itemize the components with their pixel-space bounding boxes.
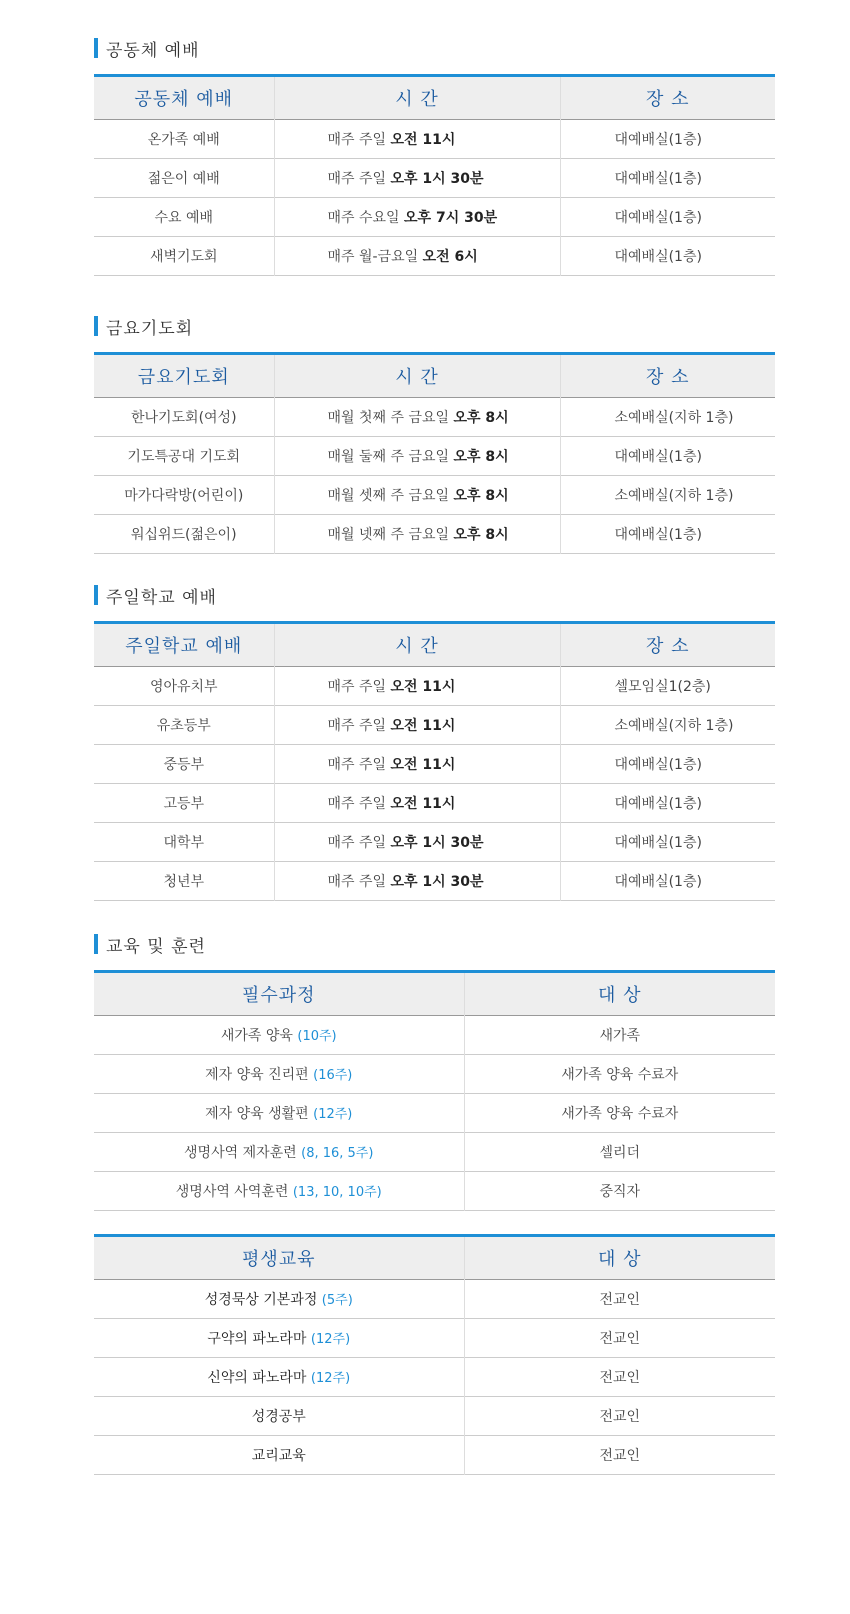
service-name: 새벽기도회 bbox=[149, 249, 218, 265]
section-title: 주일학교 예배 bbox=[106, 587, 217, 608]
time-prefix: 매주 주일 bbox=[327, 796, 391, 812]
time-prefix: 매주 주일 bbox=[327, 835, 391, 851]
course-duration: (12주) bbox=[310, 1332, 351, 1347]
time-prefix: 매주 주일 bbox=[327, 874, 391, 890]
table-row bbox=[94, 784, 775, 823]
time-value: 오전 11시 bbox=[390, 796, 456, 812]
time-value: 오전 11시 bbox=[390, 679, 456, 695]
course-target: 전교인 bbox=[464, 1397, 775, 1436]
service-time bbox=[274, 120, 560, 159]
course-title: 제자 양육 진리편 bbox=[205, 1067, 314, 1083]
course-name bbox=[94, 1016, 464, 1055]
course-duration: (16주) bbox=[313, 1068, 353, 1083]
time-value: 오전 11시 bbox=[390, 718, 456, 734]
table-row bbox=[94, 237, 775, 276]
service-name: 젊은이 예배 bbox=[147, 171, 220, 187]
heading-accent-bar bbox=[94, 585, 98, 605]
table-row bbox=[94, 823, 775, 862]
column-header: 평생교육 bbox=[241, 1249, 316, 1270]
time-prefix: 매주 주일 bbox=[327, 132, 391, 148]
table-row bbox=[94, 1055, 775, 1094]
service-name: 중등부 bbox=[163, 757, 205, 773]
time-prefix: 매주 주일 bbox=[327, 718, 391, 734]
table-row bbox=[94, 1094, 775, 1133]
section-heading-education bbox=[94, 933, 206, 955]
service-time bbox=[274, 476, 560, 515]
required-courses-table bbox=[94, 970, 775, 1211]
course-duration: (8, 16, 5주) bbox=[301, 1146, 374, 1161]
course-duration: (12주) bbox=[310, 1371, 351, 1386]
course-name bbox=[94, 1172, 464, 1211]
service-name: 청년부 bbox=[163, 874, 205, 890]
service-time bbox=[274, 398, 560, 437]
course-name bbox=[94, 1280, 464, 1319]
time-prefix: 매주 주일 bbox=[327, 171, 391, 187]
friday-prayer-table bbox=[94, 352, 775, 554]
time-value: 오후 1시 30분 bbox=[390, 835, 484, 851]
service-time bbox=[274, 706, 560, 745]
course-duration: (5주) bbox=[321, 1293, 353, 1308]
section-heading-community-worship bbox=[94, 37, 200, 59]
column-header: 금요기도회 bbox=[137, 367, 230, 388]
community-worship-table bbox=[94, 74, 775, 276]
service-name: 고등부 bbox=[163, 796, 205, 812]
course-title: 제자 양육 생활편 bbox=[205, 1106, 314, 1122]
section-title: 공동체 예배 bbox=[106, 40, 200, 61]
service-place: 셀모임실1(2층) bbox=[560, 667, 775, 706]
course-duration: (12주) bbox=[313, 1107, 353, 1122]
column-header: 대 상 bbox=[464, 972, 775, 1016]
course-duration: (10주) bbox=[297, 1029, 337, 1044]
service-time bbox=[274, 667, 560, 706]
table-row bbox=[94, 476, 775, 515]
column-header: 대 상 bbox=[464, 1236, 775, 1280]
time-prefix: 매월 넷째 주 금요일 bbox=[327, 527, 454, 543]
column-header: 장 소 bbox=[560, 354, 775, 398]
service-place: 대예배실(1층) bbox=[560, 237, 775, 276]
heading-accent-bar bbox=[94, 316, 98, 336]
lifelong-education-table bbox=[94, 1234, 775, 1475]
column-header: 시 간 bbox=[274, 623, 560, 667]
service-place: 소예배실(지하 1층) bbox=[560, 476, 775, 515]
column-header: 필수과정 bbox=[241, 985, 316, 1006]
service-name: 마가다락방(어린이) bbox=[124, 488, 244, 504]
course-title: 성경묵상 기본과정 bbox=[204, 1292, 322, 1308]
course-target: 전교인 bbox=[464, 1319, 775, 1358]
table-header-row bbox=[94, 76, 775, 120]
service-name: 기도특공대 기도회 bbox=[127, 449, 241, 465]
service-place: 소예배실(지하 1층) bbox=[560, 398, 775, 437]
time-value: 오후 8시 bbox=[453, 410, 509, 426]
column-header: 공동체 예배 bbox=[134, 89, 234, 110]
course-duration: (13, 10, 10주) bbox=[292, 1185, 382, 1200]
course-target: 새가족 양육 수료자 bbox=[464, 1055, 775, 1094]
course-name bbox=[94, 1319, 464, 1358]
service-place: 소예배실(지하 1층) bbox=[560, 706, 775, 745]
table-row bbox=[94, 1436, 775, 1475]
course-target: 전교인 bbox=[464, 1358, 775, 1397]
service-place: 대예배실(1층) bbox=[560, 120, 775, 159]
course-title: 생명사역 제자훈련 bbox=[184, 1145, 302, 1161]
table-row bbox=[94, 1133, 775, 1172]
time-prefix: 매주 월-금요일 bbox=[327, 249, 423, 265]
heading-accent-bar bbox=[94, 934, 98, 954]
service-time bbox=[274, 862, 560, 901]
table-row bbox=[94, 120, 775, 159]
service-name: 대학부 bbox=[163, 835, 205, 851]
course-title: 생명사역 사역훈련 bbox=[175, 1184, 293, 1200]
course-name bbox=[94, 1397, 464, 1436]
course-title: 신약의 파노라마 bbox=[207, 1370, 311, 1386]
service-time bbox=[274, 159, 560, 198]
course-target: 셀리더 bbox=[464, 1133, 775, 1172]
service-place: 대예배실(1층) bbox=[560, 784, 775, 823]
course-target: 전교인 bbox=[464, 1436, 775, 1475]
course-name bbox=[94, 1133, 464, 1172]
time-prefix: 매월 첫째 주 금요일 bbox=[327, 410, 454, 426]
course-title: 새가족 양육 bbox=[220, 1028, 298, 1044]
course-title: 성경공부 bbox=[251, 1409, 306, 1425]
service-name: 유초등부 bbox=[156, 718, 211, 734]
sunday-school-table bbox=[94, 621, 775, 901]
service-time bbox=[274, 745, 560, 784]
service-place: 대예배실(1층) bbox=[560, 159, 775, 198]
column-header: 시 간 bbox=[274, 76, 560, 120]
column-header: 시 간 bbox=[274, 354, 560, 398]
time-value: 오전 6시 bbox=[422, 249, 478, 265]
section-title: 금요기도회 bbox=[106, 318, 194, 339]
service-time bbox=[274, 437, 560, 476]
course-title: 구약의 파노라마 bbox=[207, 1331, 311, 1347]
service-place: 대예배실(1층) bbox=[560, 745, 775, 784]
service-time bbox=[274, 237, 560, 276]
table-row bbox=[94, 745, 775, 784]
service-name: 영아유치부 bbox=[149, 679, 218, 695]
course-name bbox=[94, 1094, 464, 1133]
service-place: 대예배실(1층) bbox=[560, 198, 775, 237]
course-title: 교리교육 bbox=[251, 1448, 306, 1464]
heading-accent-bar bbox=[94, 38, 98, 58]
column-header: 장 소 bbox=[560, 76, 775, 120]
time-value: 오전 11시 bbox=[390, 757, 456, 773]
course-target: 중직자 bbox=[464, 1172, 775, 1211]
table-row bbox=[94, 198, 775, 237]
column-header: 주일학교 예배 bbox=[125, 636, 243, 657]
time-value: 오전 11시 bbox=[390, 132, 456, 148]
table-row bbox=[94, 398, 775, 437]
course-name bbox=[94, 1358, 464, 1397]
table-row bbox=[94, 862, 775, 901]
table-row bbox=[94, 159, 775, 198]
table-header-row bbox=[94, 1236, 775, 1280]
table-row bbox=[94, 1016, 775, 1055]
service-time bbox=[274, 784, 560, 823]
course-target: 전교인 bbox=[464, 1280, 775, 1319]
time-value: 오후 1시 30분 bbox=[390, 171, 484, 187]
service-place: 대예배실(1층) bbox=[560, 823, 775, 862]
table-row bbox=[94, 515, 775, 554]
table-row bbox=[94, 437, 775, 476]
table-row bbox=[94, 667, 775, 706]
service-name: 수요 예배 bbox=[154, 210, 214, 226]
course-name bbox=[94, 1055, 464, 1094]
column-header: 장 소 bbox=[560, 623, 775, 667]
section-title: 교육 및 훈련 bbox=[106, 936, 206, 957]
course-name bbox=[94, 1436, 464, 1475]
section-heading-sunday-school bbox=[94, 584, 217, 606]
service-place: 대예배실(1층) bbox=[560, 437, 775, 476]
time-prefix: 매주 주일 bbox=[327, 679, 391, 695]
time-value: 오후 8시 bbox=[453, 527, 509, 543]
course-target: 새가족 양육 수료자 bbox=[464, 1094, 775, 1133]
time-prefix: 매월 둘째 주 금요일 bbox=[327, 449, 454, 465]
time-prefix: 매주 수요일 bbox=[327, 210, 405, 226]
service-name: 한나기도회(여성) bbox=[130, 410, 237, 426]
service-place: 대예배실(1층) bbox=[560, 515, 775, 554]
time-prefix: 매월 셋째 주 금요일 bbox=[327, 488, 454, 504]
service-time bbox=[274, 198, 560, 237]
table-row bbox=[94, 1358, 775, 1397]
time-value: 오후 1시 30분 bbox=[390, 874, 484, 890]
time-value: 오후 8시 bbox=[453, 449, 509, 465]
service-name: 워십위드(젊은이) bbox=[130, 527, 237, 543]
time-value: 오후 7시 30분 bbox=[404, 210, 498, 226]
table-header-row bbox=[94, 972, 775, 1016]
table-header-row bbox=[94, 354, 775, 398]
table-row bbox=[94, 706, 775, 745]
time-value: 오후 8시 bbox=[453, 488, 509, 504]
service-place: 대예배실(1층) bbox=[560, 862, 775, 901]
section-heading-friday-prayer bbox=[94, 315, 193, 337]
table-row bbox=[94, 1172, 775, 1211]
time-prefix: 매주 주일 bbox=[327, 757, 391, 773]
table-row bbox=[94, 1397, 775, 1436]
service-time bbox=[274, 515, 560, 554]
service-name: 온가족 예배 bbox=[147, 132, 220, 148]
course-target: 새가족 bbox=[464, 1016, 775, 1055]
table-header-row bbox=[94, 623, 775, 667]
service-time bbox=[274, 823, 560, 862]
table-row bbox=[94, 1319, 775, 1358]
table-row bbox=[94, 1280, 775, 1319]
